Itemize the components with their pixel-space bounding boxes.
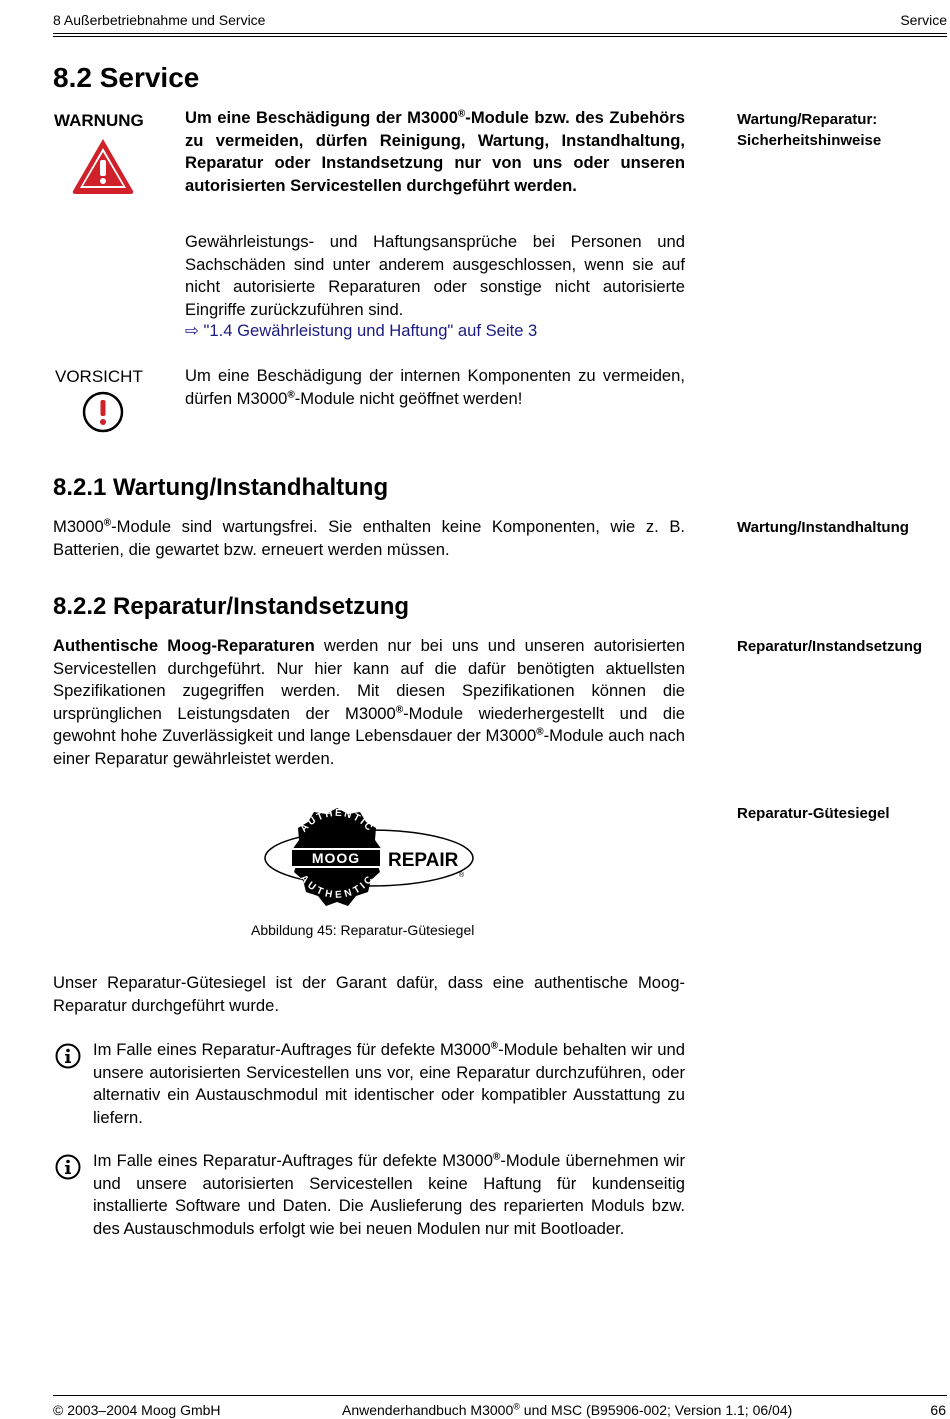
warning-label: WARNUNG [54, 111, 144, 130]
caution-label: VORSICHT [55, 367, 143, 386]
footer-rule [53, 1395, 947, 1396]
margin-note-maintenance: Wartung/Instandhaltung [737, 519, 909, 536]
section-8-2-1-heading: 8.2.1 Wartung/Instandhaltung [53, 474, 389, 501]
footer-copyright: © 2003–2004 Moog GmbH [53, 1402, 221, 1418]
caution-icon [82, 391, 124, 433]
seal-text: Unser Reparatur-Gütesiegel ist der Garant dafür, dass eine authentische Moog-Reparatur durchgeführt wurde. [53, 973, 685, 1015]
logo-repair-word: REPAIR [388, 850, 459, 871]
footer-manual: Anwenderhandbuch M3000® und MSC (B95906-002; Version 1.1; 06/04) [342, 1401, 793, 1418]
caution-text: Um eine Beschädigung der internen Komponenten zu vermeiden, dürfen M3000®-Module nicht geöffnet werden! [185, 366, 685, 408]
warning-text: Um eine Beschädigung der M3000®-Module bzw. des Zubehörs zu vermeiden, dürfen Reinigung, Wartung, Instandhaltung, Reparatur oder Instandsetzung nur von uns oder unseren autorisierten Servicestellen durchgeführt werden. [185, 108, 685, 195]
margin-note-seal: Reparatur-Gütesiegel [737, 805, 890, 822]
page-title: 8.2 Service [53, 62, 200, 93]
figure-caption: Abbildung 45: Reparatur-Gütesiegel [251, 922, 475, 938]
warning-triangle-icon [70, 136, 136, 196]
margin-note-safety: Wartung/Reparatur: Sicherheitshinweise [737, 111, 882, 149]
warranty-link[interactable]: ⇨ "1.4 Gewährleistung und Haftung" auf Seite 3 [185, 321, 538, 340]
section-8-2-2-heading: 8.2.2 Reparatur/Instandsetzung [53, 593, 410, 620]
header-rule [53, 33, 947, 34]
info-note-liability: Im Falle eines Reparatur-Auftrages für defekte M3000®-Module übernehmen wir und unsere autorisierten Servicestellen keine Haftung für kundenseitig installierte Software und Daten. Die Auslieferung des reparierten Moduls bzw. des Austauschmoduls erfolgt wie bei neuen Modulen nur mit Bootloader. [93, 1151, 686, 1238]
logo-registered: ® [459, 872, 465, 879]
footer-page-number: 66 [930, 1402, 946, 1418]
moog-authentic-repair-logo [262, 806, 476, 912]
warning-liability-text: Gewährleistungs- und Haftungsansprüche bei Personen und Sachschäden sind unter anderem ausgeschlossen, wenn sie auf nicht autorisierte Reparaturen oder sonstige nicht autorisierte Eingriffe zurückzuführen sind. [185, 232, 685, 319]
logo-authentic-bottom: AUTHENTIC [297, 872, 377, 901]
logo-authentic-top: AUTHENTIC [298, 807, 376, 835]
info-icon [54, 1153, 82, 1181]
margin-note-repair: Reparatur/Instandsetzung [737, 638, 923, 655]
info-note-repair-order: Im Falle eines Reparatur-Auftrages für defekte M3000®-Module behalten wir und unsere autorisierten Servicestellen uns vor, eine Reparatur durchzuführen, oder alternativ ein Austauschmodul mit identischer oder kompatibler Ausstattung zu liefern. [93, 1040, 685, 1127]
header-chapter: 8 Außerbetriebnahme und Service [53, 12, 266, 28]
header-rule-thin [53, 36, 947, 37]
header-section: Service [900, 12, 947, 28]
repair-text: Authentische Moog-Reparaturen werden nur bei uns und unseren autorisierten Servicestellen durchgeführt. Nur hier kann auf die dafür benötigten aktuellsten Spezifikationen zugegriffen werden. Mit diesen Spezifikationen können die ursprünglichen Leistungsdaten der M3000®-Module wiederhergestellt und die gewohnt hohe Zuverlässigkeit und lange Lebensdauer der M3000®-Module auch nach einer Reparatur gewährleistet werden. [53, 636, 685, 768]
logo-moog-word: MOOG [311, 850, 361, 866]
maintenance-text: M3000®-Module sind wartungsfrei. Sie enthalten keine Komponenten, wie z. B. Batterien, die gewartet bzw. erneuert werden müssen. [53, 517, 685, 559]
info-icon [54, 1042, 82, 1070]
